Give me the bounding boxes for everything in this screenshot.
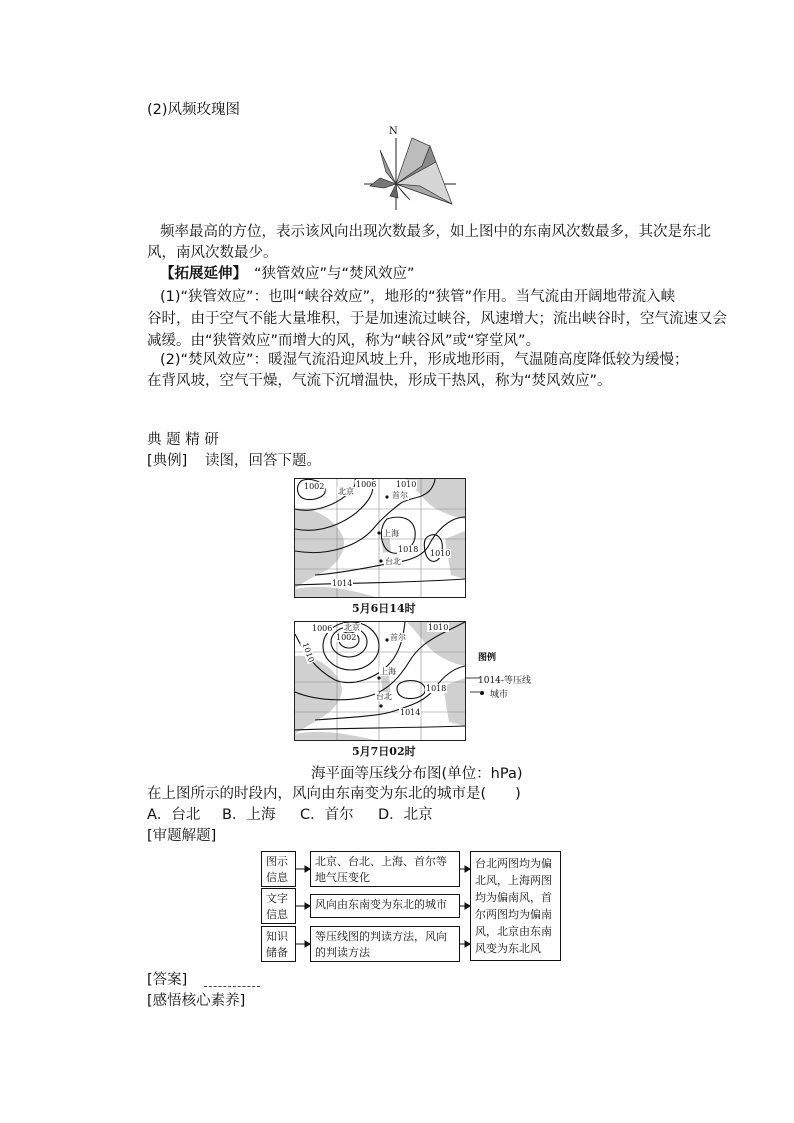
map-legend	[466, 650, 546, 710]
flow-result-line6: 风变为东北风	[475, 942, 541, 955]
flow-tag-text-info	[261, 888, 296, 924]
map2-label-1006: 1006	[312, 624, 333, 633]
map2-label-1010-top: 1010	[428, 623, 449, 632]
map1-label-shanghai: 上海	[383, 529, 399, 538]
flow-result-line2: 北风，上海两图	[475, 874, 552, 887]
extension-item1-line1: (1)“狭管效应”：也叫“峡谷效应”，地形的“狭管”作用。当气流由开阔地带流入峡	[160, 289, 676, 305]
flow-row-1-line1: 北京、台北、上海、首尔等	[315, 855, 447, 868]
wind-rose-figure	[360, 126, 460, 212]
extension-topic: “狭管效应”与“焚风效应”	[254, 266, 415, 282]
map2-label-1014: 1014	[400, 708, 421, 717]
extension-item2-line1: (2)“焚风效应”：暖湿气流沿迎风坡上升，形成地形雨，气温随高度降低较为缓慢；	[160, 352, 689, 368]
reflect-label: [感悟核心素养]	[147, 993, 246, 1009]
map2-label-1002: 1002	[336, 633, 357, 642]
flow-row-1-content	[310, 851, 460, 887]
example-tag: [典例]	[147, 453, 188, 469]
flow-row-1-line2: 地气压变化	[315, 871, 370, 884]
extension-item2-line2: 在背风坡，空气干燥，气流下沉增温快，形成干热风，称为“焚风效应”。	[147, 373, 612, 389]
map1-label-1014: 1014	[332, 579, 353, 588]
map2-label-taipei: 台北	[376, 692, 392, 701]
study-heading: 典 题 精 研	[147, 432, 219, 448]
flow-row-2-content	[310, 894, 460, 918]
section-title-rose: (2)风频玫瑰图	[147, 102, 241, 118]
map2-label-1010-left: 1010	[300, 641, 316, 664]
extension-item1-line3: 减缓。由“狭管效应”而增大的风，称为“峡谷风”或“穿堂风”。	[147, 333, 541, 349]
map1-city-dot-taipei	[379, 559, 382, 562]
map1-city-dot-seoul	[385, 495, 388, 498]
flow-row-3-content	[310, 926, 460, 962]
flow-tag-3-line2: 储备	[266, 946, 288, 959]
flow-tag-3-line1: 知识	[266, 930, 288, 943]
legend-city: 城市	[490, 690, 509, 700]
flow-tag-figure-info	[261, 851, 296, 887]
map2-city-dot-shanghai	[377, 676, 380, 679]
flow-result-line3: 均为偏南风，首	[475, 891, 552, 904]
map1-label-1018: 1018	[398, 545, 419, 554]
answer-blank	[204, 986, 260, 987]
option-a: A．台北	[147, 807, 201, 823]
flow-tag-1-line2: 信息	[266, 871, 288, 884]
map1-label-1010-top: 1010	[396, 480, 417, 489]
map2-label-seoul: 首尔	[390, 633, 406, 642]
question-text: 在上图所示的时段内，风向由东南变为东北的城市是( )	[147, 786, 521, 802]
rose-paragraph-line1: 频率最高的方位，表示该风向出现次数最多，如上图中的东南风次数最多，其次是东北	[160, 224, 711, 240]
flow-tag-2-line2: 信息	[266, 908, 288, 921]
map2-label-1018: 1018	[426, 684, 447, 693]
flow-row-3-line1: 等压线图的判读方法，风向	[315, 930, 447, 943]
legend-title: 图例	[478, 653, 497, 663]
map2-label-beijing: 北京	[344, 623, 360, 632]
extension-item1-line2: 谷时，由于空气不能大量堆积，于是加速流过峡谷，风速增大；流出峡谷时，空气流速又会	[147, 311, 727, 327]
flow-result-line1: 台北两图均为偏	[475, 857, 552, 870]
map1-label-beijing: 北京	[338, 487, 354, 496]
map2-city-dot-taipei	[379, 704, 382, 707]
analysis-flowchart	[261, 851, 561, 961]
option-b: B．上海	[222, 807, 276, 823]
flow-result-line5: 风，北京由东南	[475, 925, 552, 938]
wind-rose-diagram	[360, 126, 460, 212]
legend-isobar: 1014-等压线	[478, 676, 531, 686]
option-d: D．北京	[378, 807, 433, 823]
compass-north-label: N	[389, 126, 398, 137]
map2-caption: 5月7日02时	[352, 745, 416, 758]
option-c: C．首尔	[300, 807, 354, 823]
map1-label-1006: 1006	[356, 480, 377, 489]
example-text: 读图，回答下题。	[205, 453, 321, 469]
isobar-map-1-drawing	[295, 479, 465, 597]
isobar-map-2-drawing	[295, 622, 465, 740]
flow-row-2-line1: 风向由东南变为东北的城市	[315, 898, 447, 911]
map1-label-1002: 1002	[304, 482, 325, 491]
answer-label: [答案]	[147, 972, 188, 988]
map1-city-dot-shanghai	[377, 531, 380, 534]
map1-caption: 5月6日14时	[352, 602, 416, 615]
figure-caption: 海平面等压线分布图(单位：hPa)	[311, 766, 523, 782]
flow-tag-2-line1: 文字	[266, 892, 288, 905]
legend-city-dot-icon	[480, 691, 484, 695]
map1-label-taipei: 台北	[385, 557, 401, 566]
flow-tag-1-line1: 图示	[266, 855, 288, 868]
rose-paragraph-line2: 风，南风次数最少。	[147, 245, 278, 261]
extension-heading: 【拓展延伸】	[160, 266, 247, 282]
isobar-map-2	[294, 621, 466, 741]
flow-result-box	[470, 851, 561, 961]
map1-label-seoul: 首尔	[392, 491, 408, 500]
map1-label-1010-right: 1010	[430, 549, 451, 558]
flow-tag-knowledge	[261, 926, 296, 962]
analysis-heading: [审题解题]	[147, 828, 217, 844]
isobar-map-1	[294, 478, 466, 598]
flow-row-3-line2: 的判读方法	[315, 946, 370, 959]
map2-label-shanghai: 上海	[380, 667, 396, 676]
flow-result-line4: 尔两图均为偏南	[475, 908, 552, 921]
